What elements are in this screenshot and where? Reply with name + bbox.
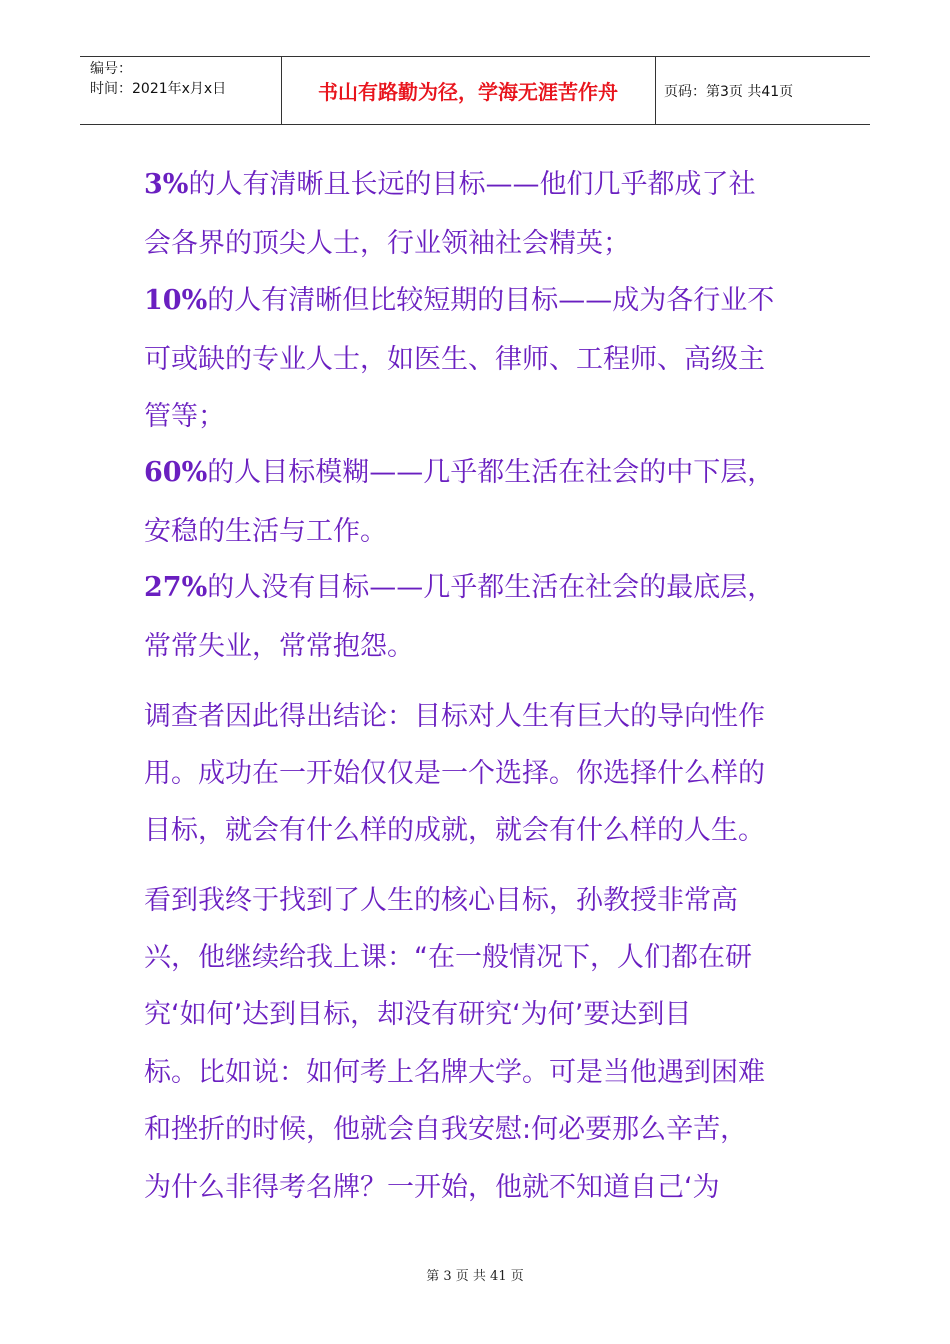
line-text: 究‘如何’达到目标，却没有研究‘为何’要达到目 (144, 999, 692, 1030)
body-line (144, 568, 824, 608)
body-line (144, 627, 824, 667)
header-divider-right (655, 56, 656, 124)
body-line (144, 995, 824, 1035)
page-footer: 第 3 页 共 41 页 (426, 1269, 524, 1284)
body-line (144, 453, 824, 493)
percent-value: 3% (144, 169, 189, 200)
percent-value: 60% (144, 457, 208, 488)
header-serial-label: 编号： (90, 61, 132, 77)
line-text: 的人没有目标——几乎都生活在社会的最底层， (207, 572, 775, 603)
line-text: 目标，就会有什么样的成就，就会有什么样的人生。 (144, 815, 765, 846)
line-text: 安稳的生活与工作。 (144, 516, 387, 547)
line-text: 为什么非得考名牌？一开始，他就不知道自己‘为 (144, 1172, 720, 1203)
body-line (144, 811, 824, 851)
body-line (144, 697, 824, 737)
body-line (144, 754, 824, 794)
body-line (144, 881, 824, 921)
line-text: 管等； (144, 401, 225, 432)
line-text: 的人有清晰且长远的目标——他们几乎都成了社 (188, 169, 756, 200)
line-text: 的人目标模糊——几乎都生活在社会的中下层， (207, 457, 775, 488)
body-line (144, 1053, 824, 1093)
body-line (144, 281, 824, 321)
header-date: 时间：2021年x月x日 (90, 81, 227, 97)
line-text: 可或缺的专业人士，如医生、律师、工程师、高级主 (144, 344, 765, 375)
header-bottom-rule (80, 124, 870, 125)
percent-value: 27% (144, 572, 208, 603)
line-text: 调查者因此得出结论：目标对人生有巨大的导向性作 (144, 701, 765, 732)
body-line (144, 165, 824, 205)
line-text: 和挫折的时候，他就会自我安慰:何必要那么辛苦， (144, 1114, 748, 1145)
header-top-rule (80, 56, 870, 57)
percent-value: 10% (144, 285, 208, 316)
line-text: 兴，他继续给我上课：“在一般情况下，人们都在研 (144, 942, 752, 973)
line-text: 会各界的顶尖人士，行业领袖社会精英； (144, 228, 630, 259)
header-motto: 书山有路勤为径，学海无涯苦作舟 (318, 80, 618, 104)
body-line (144, 1168, 824, 1208)
line-text: 用。成功在一开始仅仅是一个选择。你选择什么样的 (144, 758, 765, 789)
body-line (144, 397, 824, 437)
body-line (144, 938, 824, 978)
body-line (144, 1110, 824, 1150)
line-text: 标。比如说：如何考上名牌大学。可是当他遇到困难 (144, 1057, 765, 1088)
body-line (144, 512, 824, 552)
header-page-info: 页码：第3页 共41页 (664, 84, 794, 100)
line-text: 常常失业，常常抱怨。 (144, 631, 414, 662)
line-text: 的人有清晰但比较短期的目标——成为各行业不 (207, 285, 775, 316)
line-text: 看到我终于找到了人生的核心目标，孙教授非常高 (144, 885, 738, 916)
body-line (144, 340, 824, 380)
body-line (144, 224, 824, 264)
